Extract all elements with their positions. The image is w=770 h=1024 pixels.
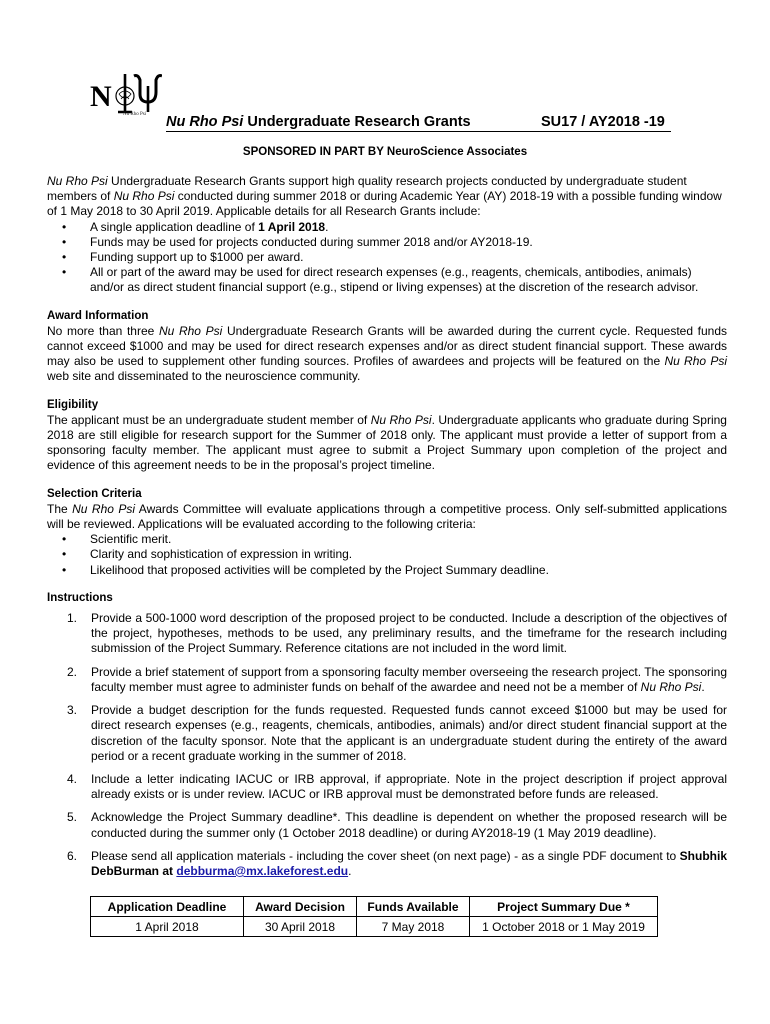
table-header-cell: Funds Available: [357, 897, 470, 917]
step-text: .: [348, 863, 352, 878]
step-number: 3.: [67, 703, 78, 718]
selection-heading: Selection Criteria: [47, 487, 142, 500]
table-cell: 1 April 2018: [91, 917, 244, 937]
bullet-icon: •: [62, 250, 67, 265]
eligibility-text: The applicant must be an undergraduate student member of: [47, 412, 371, 427]
list-item: [62, 532, 727, 547]
deadlines-table: [90, 896, 658, 937]
email-link[interactable]: debburma@mx.lakeforest.edu: [176, 863, 349, 878]
org-name: Nu Rho Psi: [166, 114, 244, 130]
instructions-heading: Instructions: [47, 591, 113, 604]
list-text: Scientific merit.: [90, 532, 172, 547]
award-text: Undergraduate Research Grants will be awarded during the current cycle. Requested funds cannot exceed $1000 and may be used for direct research expenses and/or as direct student financial support. These awards may also be used to supplement other funding sources. Profiles of awardees and projects will be featured on the: [47, 323, 727, 369]
list-item: [62, 547, 727, 562]
table-cell: 7 May 2018: [357, 917, 470, 937]
eligibility-paragraph: [47, 413, 727, 474]
step-number: 4.: [67, 771, 78, 786]
list-item: [47, 810, 727, 840]
award-text: No more than three: [47, 323, 159, 338]
step-text: Please send all application materials - including the cover sheet (on next page) - as a single PDF document to: [91, 848, 680, 863]
step-number: 1.: [67, 611, 78, 626]
table-header-cell: Award Decision: [244, 897, 357, 917]
list-text: A single application deadline of: [90, 219, 259, 234]
table-header-cell: Application Deadline: [91, 897, 244, 917]
selection-text: Awards Committee will evaluate applications through a competitive process. Only self-submitted applications will be reviewed. Applications will be evaluated according to the following criteria:: [47, 501, 727, 532]
table-row: [91, 917, 658, 937]
bullet-icon: •: [62, 234, 67, 249]
org-name: Nu Rho Psi: [640, 679, 702, 694]
list-item: [47, 611, 727, 657]
list-text: Clarity and sophistication of expression in writing.: [90, 547, 353, 562]
instructions-list: [47, 611, 727, 879]
document-body: [47, 174, 727, 887]
step-text: Include a letter indicating IACUC or IRB approval, if appropriate. Note in the project description if project approval already exists or is under review. IACUC or IRB approval must be demonstrated before funds are released.: [91, 771, 727, 802]
step-text: Acknowledge the Project Summary deadline*. This deadline is dependent on whether the proposed research will be conducted during the summer only (1 October 2018 deadline) or during AY2018-19 (1 May 2019 deadline).: [91, 810, 727, 840]
title-rest: Undergraduate Research Grants: [243, 114, 471, 130]
bullet-icon: •: [62, 547, 67, 562]
list-item: [47, 849, 727, 879]
criteria-list: [47, 532, 727, 578]
step-text: Provide a budget description for the funds requested. Requested funds cannot exceed $1000 but may be used for direct research expenses (e.g., reagents, chemicals, antibodies, animals) and/or direct student financial support at the discretion of the faculty sponsor. Note that the applicant is an undergraduate student during the entirety of the award period or a recent graduate working in the summer of 2018.: [91, 703, 727, 763]
award-text: web site and disseminated to the neuroscience community.: [47, 369, 361, 384]
table-cell: 1 October 2018 or 1 May 2019: [470, 917, 658, 937]
eligibility-heading: Eligibility: [47, 398, 99, 411]
org-name: Nu Rho Psi: [72, 501, 136, 516]
svg-text:N: N: [90, 80, 112, 113]
eligibility-text: . Undergraduate applicants who graduate during Spring 2018 are still eligible for research support for the Summer of 2018 only. The applicant must provide a letter of support from a sponsoring faculty member. The applicant must agree to submit a Project Summary upon completion of the project and evidence of this agreement needs to be in the proposal’s project timeline.: [47, 412, 727, 473]
list-item: [62, 265, 727, 295]
selection-text: The: [47, 501, 73, 516]
document-title: [166, 114, 686, 134]
org-name: Nu Rho Psi: [370, 412, 432, 427]
bullet-icon: •: [62, 532, 67, 547]
intro-bullet-list: [47, 220, 727, 296]
contact-name: Shubhik DebBurman at: [91, 848, 727, 878]
step-number: 2.: [67, 664, 78, 679]
step-number: 5.: [67, 810, 78, 825]
award-heading: Award Information: [47, 309, 149, 322]
intro-paragraph: [47, 174, 727, 220]
list-text: .: [325, 219, 329, 234]
list-item: [62, 250, 727, 265]
org-name: Nu Rho Psi: [47, 174, 108, 188]
step-text: Provide a 500-1000 word description of the proposed project to be conducted. Include a description of the objectives of the project, hypotheses, methods to be used, any preliminary results, and the timeframe for the research including submission of the Project Summary. Reference citations are not included in the word limit.: [91, 611, 727, 656]
list-item: [47, 772, 727, 802]
selection-paragraph: [47, 502, 727, 532]
sponsor-line: SPONSORED IN PART BY NeuroScience Associates: [242, 146, 528, 158]
bullet-icon: •: [62, 562, 67, 577]
org-name: Nu Rho Psi: [664, 354, 727, 369]
bullet-icon: •: [62, 219, 67, 234]
list-text: Likelihood that proposed activities will be completed by the Project Summary deadline.: [90, 562, 549, 577]
table-cell: 30 April 2018: [244, 917, 357, 937]
list-text: Funding support up to $1000 per award.: [90, 250, 304, 265]
step-text: Provide a brief statement of support from a sponsoring faculty member overseeing the research project. The sponsoring faculty member must agree to administer funds on behalf of the awardee and need not be a member of: [91, 664, 727, 694]
term-label: SU17 / AY2018 -19: [516, 114, 671, 132]
bullet-icon: •: [62, 265, 67, 280]
table-header-row: [91, 897, 658, 917]
intro-text: Undergraduate Research Grants support high quality research projects conducted by undergraduate student members of: [47, 174, 687, 204]
title-text: [166, 114, 516, 132]
table-header-cell: Project Summary Due *: [470, 897, 658, 917]
list-text: Funds may be used for projects conducted during summer 2018 and/or AY2018-19.: [90, 234, 533, 249]
org-name: Nu Rho Psi: [158, 323, 223, 338]
list-text: All or part of the award may be used for direct research expenses (e.g., reagents, chemicals, antibodies, animals) and/or as direct student financial support (e.g., stipend or living expenses) at the discretion of the research advisor.: [90, 265, 699, 295]
list-item: [47, 703, 727, 764]
list-item: [62, 563, 727, 578]
list-item: [62, 235, 727, 250]
deadline-date: 1 April 2018: [258, 219, 326, 234]
list-item: [47, 665, 727, 695]
logo-caption: Nu Rho Psi: [123, 112, 147, 117]
award-paragraph: [47, 324, 727, 385]
step-text: .: [701, 679, 705, 694]
intro-text: conducted during summer 2018 or during Academic Year (AY) 2018-19 with a possible funding window of 1 May 2018 to 30 April 2019. Applicable details for all Research Grants include:: [47, 189, 722, 219]
step-number: 6.: [67, 848, 78, 863]
org-name: Nu Rho Psi: [113, 189, 175, 204]
nu-rho-psi-logo-icon: [90, 72, 162, 130]
list-item: [62, 220, 727, 235]
